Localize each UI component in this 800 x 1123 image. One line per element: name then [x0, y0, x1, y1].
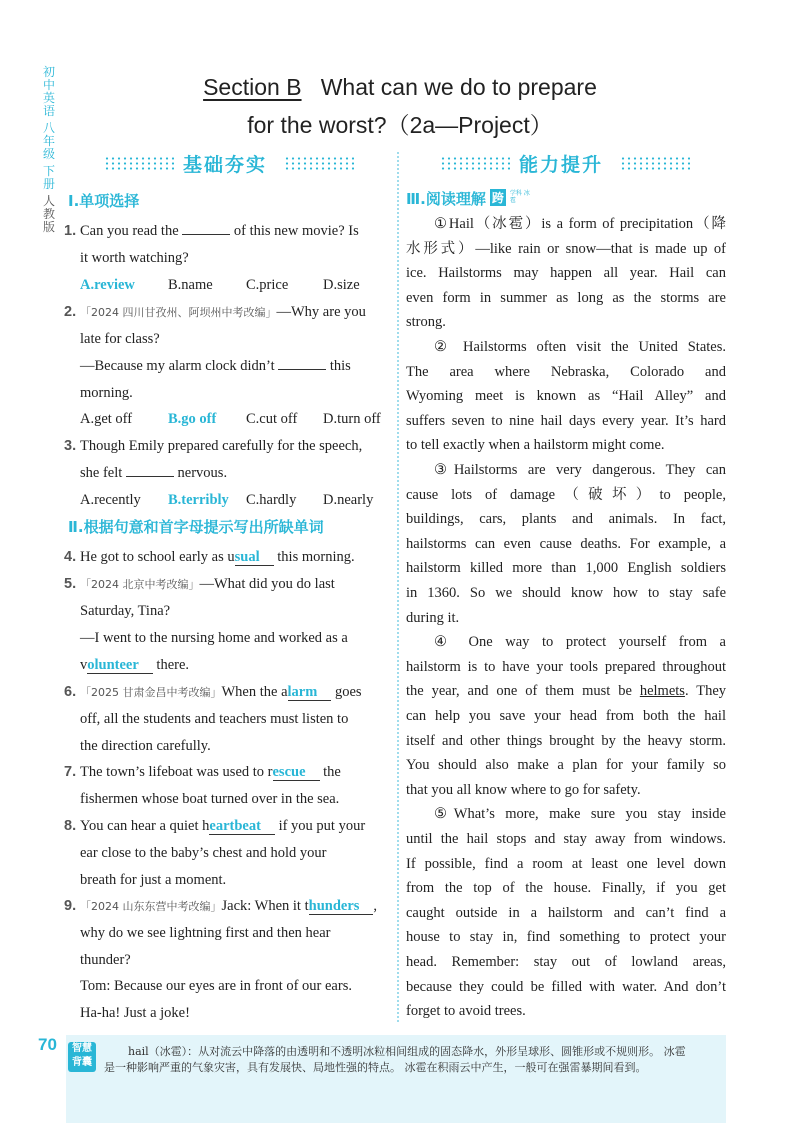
q2-blank[interactable] [278, 355, 326, 370]
q3-text-b: nervous. [177, 465, 228, 481]
q6-line3: the direction carefully. [80, 738, 211, 754]
section3-heading: Ⅲ.阅读理解 [406, 190, 486, 208]
passage-line: ③Hailstorms are very dangerous. They can [434, 462, 726, 478]
q5-text-pre: v [80, 657, 88, 673]
label-line2: 背囊 [72, 1057, 92, 1068]
q9-line3: thunder? [80, 952, 131, 968]
q5-line1: —What did you do last [199, 576, 335, 592]
q2-line4: morning. [80, 385, 133, 401]
wisdom-pack-label [68, 1042, 96, 1072]
q8-answer[interactable]: eartbeat [209, 818, 275, 835]
section3-header [406, 188, 532, 209]
footer-note-line2: 是一种影响严重的气象灾害，具有发展快、局地性强的特点。 冰雹在积雨云中产生，一般可在强雷暴期间看到。 [104, 1061, 647, 1074]
q9-text-pre: Jack: When it t [221, 898, 309, 914]
passage-line: 水形式）—like rain or snow—that is made up of [406, 240, 726, 257]
q2-text-a: —Because my alarm clock didn’t [80, 358, 275, 374]
page-number: 70 [38, 1035, 57, 1054]
passage-line: until the hail stops and stay away from windows. [406, 831, 726, 847]
q4-answer[interactable]: sual [235, 549, 274, 566]
q7-line2: fishermen whose boat turned over in the sea. [80, 791, 340, 807]
q1-number: 1. [64, 223, 77, 239]
q1-option-b[interactable]: B.name [168, 277, 213, 293]
section-label: Section B [203, 74, 302, 100]
q4-number: 4. [64, 549, 77, 565]
q5-answer[interactable]: olunteer [87, 657, 153, 674]
q6-answer[interactable]: larm [288, 684, 332, 701]
label-line1: 智慧 [72, 1043, 92, 1054]
q6-source: 「2025 甘肃金昌中考改编」 [80, 686, 222, 699]
q9-answer[interactable]: hunders [309, 898, 374, 915]
q1-option-d[interactable]: D.size [323, 277, 360, 293]
q1-option-c[interactable]: C.price [246, 277, 289, 293]
q7-answer[interactable]: escue [273, 764, 320, 781]
q8 [64, 813, 386, 839]
footer-note [104, 1044, 722, 1076]
passage-line: suffers seven to nine hail days every year. It’s hard [406, 412, 726, 429]
q3-line2 [80, 460, 386, 486]
q9-text-post: , [373, 898, 378, 914]
q6-text-post: goes [334, 684, 362, 700]
title-line2: for the worst?（2a—Project） [247, 112, 553, 138]
q3-option-c[interactable]: C.hardly [246, 492, 297, 508]
passage-line: hailstorms can even cause deaths. For example, a [406, 535, 726, 552]
volume-label: 下册 [42, 164, 55, 191]
passage-line: The area where Nebraska, Colorado and [406, 363, 726, 380]
passage-line: ④ One way to protect yourself from a [434, 634, 726, 651]
passage-line: because they could be filled with water. And don’t [406, 978, 726, 995]
q3-text-a: she felt [80, 465, 123, 481]
q9-line2: why do we see lightning first and then hear [80, 925, 331, 941]
section2-heading: Ⅱ.根据句意和首字母提示写出所缺单词 [68, 518, 324, 536]
q2-source: 「2024 四川甘孜州、阿坝州中考改编」 [80, 306, 277, 319]
footer-note-line1: hail（冰雹）：从对流云中降落的由透明和不透明冰粒相间组成的固态降水，外形呈球形、圆锥形或不规则形。 冰雹 [128, 1045, 686, 1058]
q3-blank[interactable] [126, 462, 174, 477]
passage-line: in 1360. So we should know how to stay safe [406, 585, 726, 601]
q2-line1: —Why are you [276, 304, 366, 320]
passage-line: itself and other things brought by the heavy storm. [406, 732, 726, 749]
passage-line: that you all know where to go for safety. [406, 781, 641, 798]
passage-line: hailstorm killed more than 1,000 English soldiers [406, 560, 726, 577]
helmets-underlined-word: helmets [639, 683, 685, 700]
q3-option-a[interactable]: A.recently [80, 492, 141, 508]
passage-line: buildings, cars, plants and animals. In fact, [406, 511, 726, 528]
passage-line: ice. Hailstorms may happen all year. Hail can [406, 265, 726, 282]
q8-line2: ear close to the baby’s chest and hold your [80, 845, 327, 861]
passage-line: caught outside in a hailstorm and can’t find a [406, 904, 726, 921]
q8-number: 8. [64, 818, 77, 834]
q4 [64, 544, 386, 570]
section1-heading: Ⅰ.单项选择 [68, 192, 140, 210]
q3-line1: Though Emily prepared carefully for the speech, [80, 438, 363, 454]
q5-source: 「2024 北京中考改编」 [80, 578, 200, 591]
q5-line4 [80, 652, 386, 678]
title-line1: What can we do to prepare [320, 74, 597, 100]
passage-line: to tell exactly when a hailstorm might come. [406, 437, 665, 454]
passage-line: hailstorm is to have your tools prepared throughout [406, 658, 726, 675]
right-banner [436, 150, 726, 176]
passage-line: even form in summer as long as the storms are [406, 289, 726, 306]
passage-line: cause lots of damage（破坏）to people, [406, 486, 726, 503]
q2-option-b[interactable]: B.go off [168, 411, 217, 427]
column-divider [397, 152, 399, 1022]
q2-text-b: this [329, 358, 351, 374]
passage-line: house to stay in, find something to protect your [406, 929, 726, 946]
q3 [64, 433, 386, 459]
q3-number: 3. [64, 438, 77, 454]
q9-number: 9. [64, 898, 77, 914]
q1-text-b: of this new movie? Is [233, 223, 359, 239]
q6-text-pre: When the a [221, 684, 288, 700]
q7-text-pre: The town’s lifeboat was used to r [80, 764, 273, 780]
q6 [64, 679, 386, 706]
right-banner-text: 能力提升 [519, 154, 604, 176]
q5-line2: Saturday, Tina? [80, 603, 171, 619]
passage-line: ② Hailstorms often visit the United States. [434, 339, 726, 355]
page-title [0, 74, 800, 101]
q3-option-d[interactable]: D.nearly [323, 492, 374, 508]
passage-line: the year, and one of them must be helmets. They [406, 683, 726, 700]
q9 [64, 893, 386, 920]
cross-subject-badge: 跨 [491, 191, 504, 205]
q2-line2: late for class? [80, 331, 160, 347]
passage-line: can help you save your head from both the hail [406, 708, 726, 724]
edition-label: 人教版 [42, 194, 55, 234]
q2-option-c[interactable]: C.cut off [246, 411, 298, 427]
q7-text-post: the [323, 764, 341, 780]
q8-text-pre: You can hear a quiet h [80, 818, 210, 834]
q4-text-post: this morning. [277, 549, 355, 565]
q1-line2: it worth watching? [80, 250, 189, 266]
q1 [64, 218, 386, 244]
passage-line: during it. [406, 609, 460, 626]
left-banner-text: 基础夯实 [183, 154, 268, 176]
q3-option-b[interactable]: B.terribly [168, 492, 229, 508]
q2-option-d[interactable]: D.turn off [323, 411, 381, 427]
passage-line: head. Remember: stay out of lowland areas, [406, 954, 726, 970]
q5-number: 5. [64, 576, 77, 592]
left-banner [100, 150, 390, 176]
q2-option-a[interactable]: A.get off [80, 411, 133, 427]
q9-line4: Tom: Because our eyes are in front of our ears. [80, 978, 352, 994]
passage-line: You should also make a plan for your family so [406, 757, 726, 774]
q2-number: 2. [64, 304, 77, 320]
q1-blank[interactable] [182, 220, 230, 235]
q1-option-a[interactable]: A.review [80, 277, 135, 293]
grade-label: 八年级 [42, 121, 55, 161]
q4-text-pre: He got to school early as u [80, 549, 235, 565]
passage-line: ①Hail（冰雹）is a form of precipitation（降 [434, 216, 726, 232]
q5-line3: —I went to the nursing home and worked as a [80, 630, 348, 646]
q9-source: 「2024 山东东营中考改编」 [80, 900, 222, 913]
passage-line: from the top of the house. Finally, if you get [406, 880, 726, 897]
q5-text-post: there. [156, 657, 190, 673]
passage-line: strong. [406, 314, 446, 331]
passage-line: forget to avoid trees. [406, 1003, 526, 1020]
passage-line: Wyoming meet is known as “Hail Alley” and [406, 388, 726, 405]
series-label: 初中英语 [42, 65, 55, 118]
passage-line: If possible, find a room at least one level down [406, 855, 726, 872]
q8-line3: breath for just a moment. [80, 872, 227, 888]
q7 [64, 759, 386, 785]
q5 [64, 571, 386, 598]
q7-number: 7. [64, 764, 77, 780]
q2-line3 [80, 353, 386, 379]
q9-line5: Ha-ha! Just a joke! [80, 1005, 190, 1021]
badge-caption: 学科 冰雹 [509, 190, 530, 204]
q6-number: 6. [64, 684, 77, 700]
q8-text-post: if you put your [278, 818, 366, 834]
q2 [64, 299, 386, 326]
q1-text-a: Can you read the [80, 223, 179, 239]
passage-line: ⑤What’s more, make sure you stay inside [434, 806, 726, 823]
q6-line2: off, all the students and teachers must listen to [80, 711, 349, 727]
